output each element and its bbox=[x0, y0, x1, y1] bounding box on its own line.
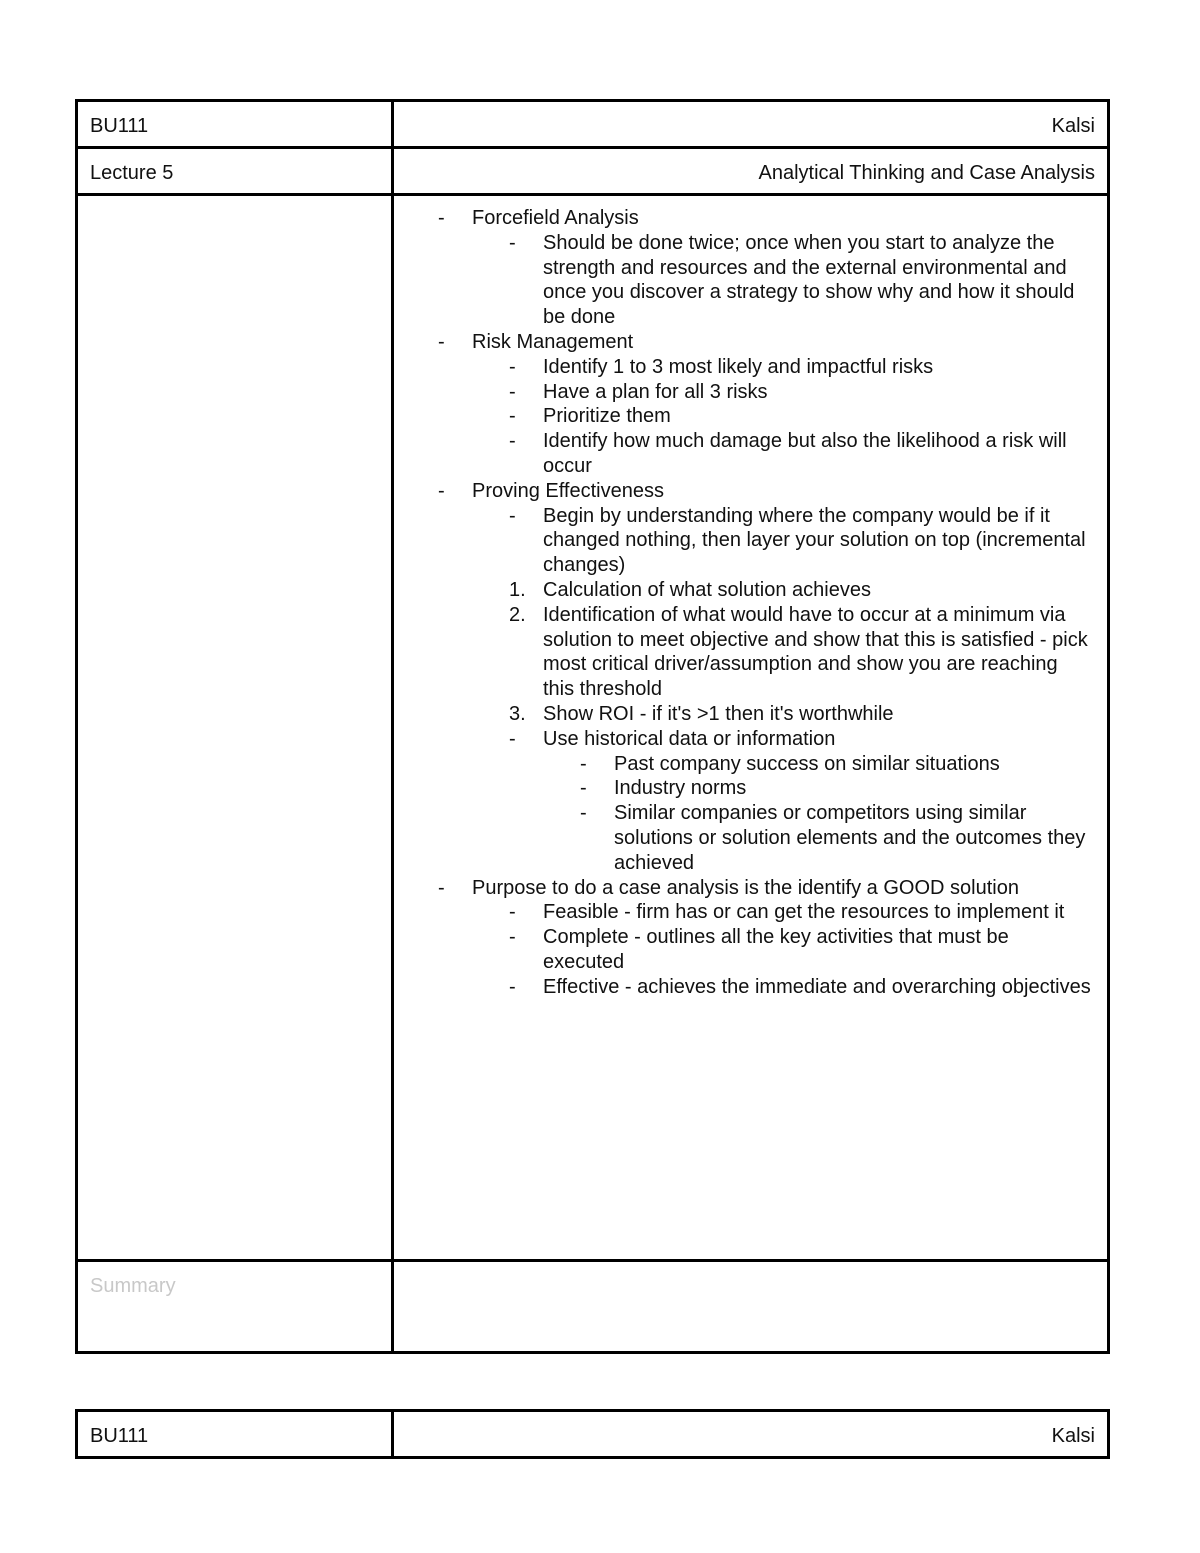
header-row bbox=[78, 102, 1107, 146]
list-item-text: Begin by understanding where the company would be if it changed nothing, then layer your solution on top (incremental changes) bbox=[543, 504, 1086, 577]
list-item-text: Identification of what would have to occur at a minimum via solution to meet objective and show that this is satisfied - pick most critical driver/assumption and show you are reaching this threshold bbox=[543, 603, 1088, 701]
header-row bbox=[78, 1412, 1107, 1456]
list-item bbox=[438, 504, 1093, 578]
list-item-text: Risk Management bbox=[472, 330, 634, 353]
lecture-row bbox=[78, 146, 1107, 193]
list-item-text: Feasible - firm has or can get the resources to implement it bbox=[543, 901, 1065, 924]
bullet-marker: - bbox=[438, 876, 445, 899]
instructor-name: Kalsi bbox=[1051, 115, 1095, 137]
list-item bbox=[438, 975, 1093, 1000]
summary-content bbox=[394, 1262, 1107, 1351]
list-item bbox=[438, 876, 1093, 901]
list-item-text: Prioritize them bbox=[543, 405, 671, 428]
list-item bbox=[438, 752, 1093, 777]
list-item-text: Past company success on similar situations bbox=[614, 752, 1000, 775]
cue-column bbox=[78, 196, 394, 1259]
list-item-text: Purpose to do a case analysis is the identify a GOOD solution bbox=[472, 876, 1019, 899]
list-item bbox=[438, 479, 1093, 504]
bullet-marker: - bbox=[509, 504, 516, 527]
list-item bbox=[438, 330, 1093, 355]
list-item bbox=[438, 380, 1093, 405]
list-item bbox=[438, 231, 1093, 330]
list-item-text: Proving Effectiveness bbox=[472, 479, 664, 502]
list-item-text: Use historical data or information bbox=[543, 727, 836, 750]
bullet-marker: - bbox=[509, 231, 516, 254]
list-item-text: Identify 1 to 3 most likely and impactful risks bbox=[543, 355, 934, 378]
lecture-number: Lecture 5 bbox=[78, 149, 394, 193]
list-item bbox=[438, 355, 1093, 380]
list-item bbox=[438, 206, 1093, 231]
list-item-text: Effective - achieves the immediate and overarching objectives bbox=[543, 975, 1091, 998]
list-item-text: Should be done twice; once when you start to analyze the strength and resources and the external environmental and once you discover a strategy to show why and how it should be done bbox=[543, 231, 1075, 329]
number-marker: 2. bbox=[509, 603, 526, 626]
course-code: BU111 bbox=[78, 1412, 394, 1456]
list-item-text: Calculation of what solution achieves bbox=[543, 578, 871, 601]
summary-row bbox=[78, 1259, 1107, 1351]
bullet-marker: - bbox=[509, 380, 516, 403]
list-item-text: Show ROI - if it's >1 then it's worthwhile bbox=[543, 702, 894, 725]
bullet-marker: - bbox=[580, 802, 587, 825]
bullet-marker: - bbox=[509, 727, 516, 750]
notes-table bbox=[75, 99, 1110, 1354]
notes-row bbox=[78, 193, 1107, 1259]
number-marker: 1. bbox=[509, 578, 526, 601]
list-item bbox=[438, 900, 1093, 925]
list-item bbox=[438, 404, 1093, 429]
list-item-text: Forcefield Analysis bbox=[472, 207, 639, 229]
number-marker: 3. bbox=[509, 702, 526, 725]
numbered-item bbox=[438, 702, 1093, 727]
instructor-name: Kalsi bbox=[1051, 1425, 1095, 1447]
list-item-text: Complete - outlines all the key activities that must be executed bbox=[543, 926, 1009, 973]
bullet-marker: - bbox=[580, 752, 587, 775]
bullet-marker: - bbox=[509, 901, 516, 924]
bullet-marker: - bbox=[509, 926, 516, 949]
bullet-marker: - bbox=[509, 430, 516, 453]
numbered-item bbox=[438, 603, 1093, 702]
list-item bbox=[438, 776, 1093, 801]
list-item-text: Have a plan for all 3 risks bbox=[543, 380, 768, 403]
notes-column bbox=[394, 196, 1107, 1259]
summary-label: Summary bbox=[78, 1262, 394, 1351]
bullet-marker: - bbox=[509, 405, 516, 428]
bullet-marker: - bbox=[509, 975, 516, 998]
bullet-marker: - bbox=[438, 479, 445, 502]
next-page-table bbox=[75, 1409, 1110, 1459]
list-item-text: Identify how much damage but also the likelihood a risk will occur bbox=[543, 430, 1067, 477]
list-item bbox=[438, 925, 1093, 975]
course-code: BU111 bbox=[78, 102, 394, 146]
bullet-marker: - bbox=[580, 777, 587, 800]
lecture-topic: Analytical Thinking and Case Analysis bbox=[758, 162, 1095, 184]
bullet-marker: - bbox=[509, 355, 516, 378]
list-item-text: Similar companies or competitors using similar solutions or solution elements and the outcomes they achieved bbox=[614, 802, 1086, 874]
bullet-marker: - bbox=[438, 330, 445, 353]
list-item-text: Industry norms bbox=[614, 777, 747, 800]
bullet-marker: - bbox=[438, 207, 445, 229]
list-item bbox=[438, 727, 1093, 752]
list-item bbox=[438, 429, 1093, 479]
list-item bbox=[438, 801, 1093, 875]
numbered-item bbox=[438, 578, 1093, 603]
